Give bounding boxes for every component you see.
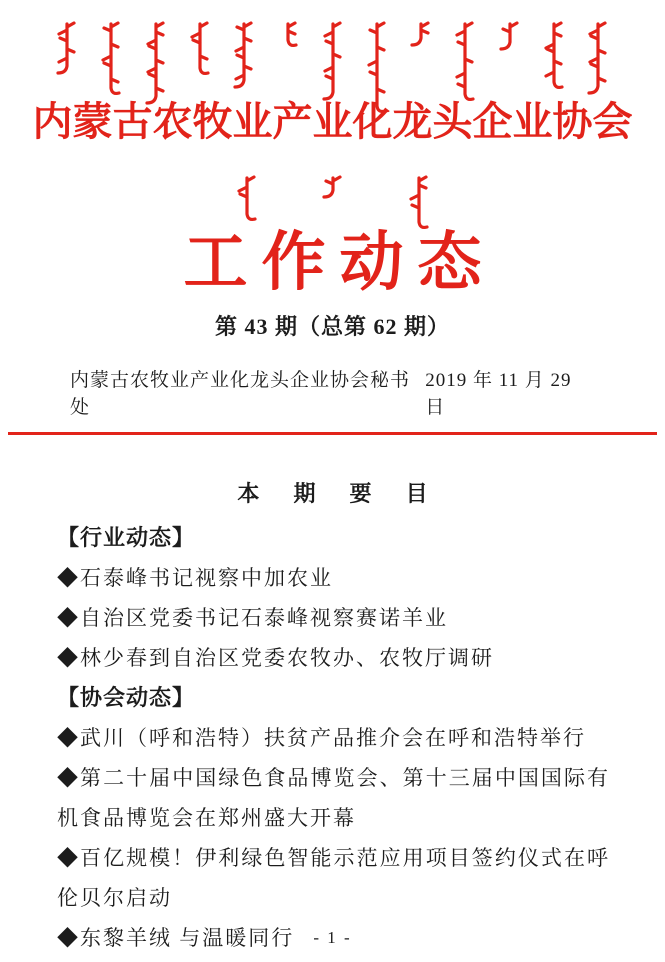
toc-item: ◆自治区党委书记石泰峰视察赛诺羊业: [57, 606, 448, 630]
toc-item: ◆林少春到自治区党委农牧办、农牧厅调研: [57, 646, 494, 670]
publisher: 内蒙古农牧业产业化龙头企业协会秘书处: [70, 370, 411, 418]
toc-item: ◆第二十届中国绿色食品博览会、第十三届中国国际有机食品博览会在郑州盛大开幕: [57, 766, 610, 830]
toc-item: ◆武川（呼和浩特）扶贫产品推介会在呼和浩特举行: [57, 726, 586, 750]
mongolian-word-glyph: [55, 20, 79, 76]
mongolian-word-glyph: [407, 174, 431, 232]
mongolian-word-glyph: [498, 20, 522, 52]
mongolian-word-glyph: [321, 174, 345, 200]
publish-date: 2019 年 11 月 29 日: [425, 370, 572, 418]
org-title: 内蒙古农牧业产业化龙头企业协会: [32, 99, 633, 144]
mongolian-script-top-row: [55, 20, 610, 98]
doc-title: 工作动态: [183, 227, 496, 298]
toc-section-header: 【协会动态】: [57, 685, 196, 710]
mongolian-word-glyph: [276, 20, 300, 50]
mongolian-word-glyph: [542, 20, 566, 92]
mongolian-script-subtitle: [0, 174, 665, 232]
toc-section-header: 【行业动态】: [57, 525, 196, 550]
mongolian-word-glyph: [235, 174, 259, 224]
meta-row: [0, 365, 665, 419]
masthead: [0, 20, 665, 435]
mongolian-word-glyph: [188, 20, 212, 78]
mongolian-word-glyph: [321, 20, 345, 102]
mongolian-word-glyph: [586, 20, 610, 96]
mongolian-word-glyph: [409, 20, 433, 48]
toc-item: ◆石泰峰书记视察中加农业: [57, 566, 333, 590]
mongolian-word-glyph: [453, 20, 477, 104]
red-divider: [8, 432, 657, 435]
mongolian-word-glyph: [99, 20, 123, 98]
issue-number: 第 43 期（总第 62 期）: [214, 314, 450, 339]
table-of-contents: [0, 477, 665, 958]
toc-list: [57, 518, 610, 958]
mongolian-word-glyph: [232, 20, 256, 90]
mongolian-word-glyph: [144, 20, 168, 106]
toc-item: ◆东黎羊绒 与温暖同行: [57, 926, 295, 950]
toc-title: 本 期 要 目: [237, 481, 442, 506]
toc-item: ◆百亿规模！伊利绿色智能示范应用项目签约仪式在呼伦贝尔启动: [57, 846, 610, 910]
page-number: - 1 -: [313, 928, 352, 947]
